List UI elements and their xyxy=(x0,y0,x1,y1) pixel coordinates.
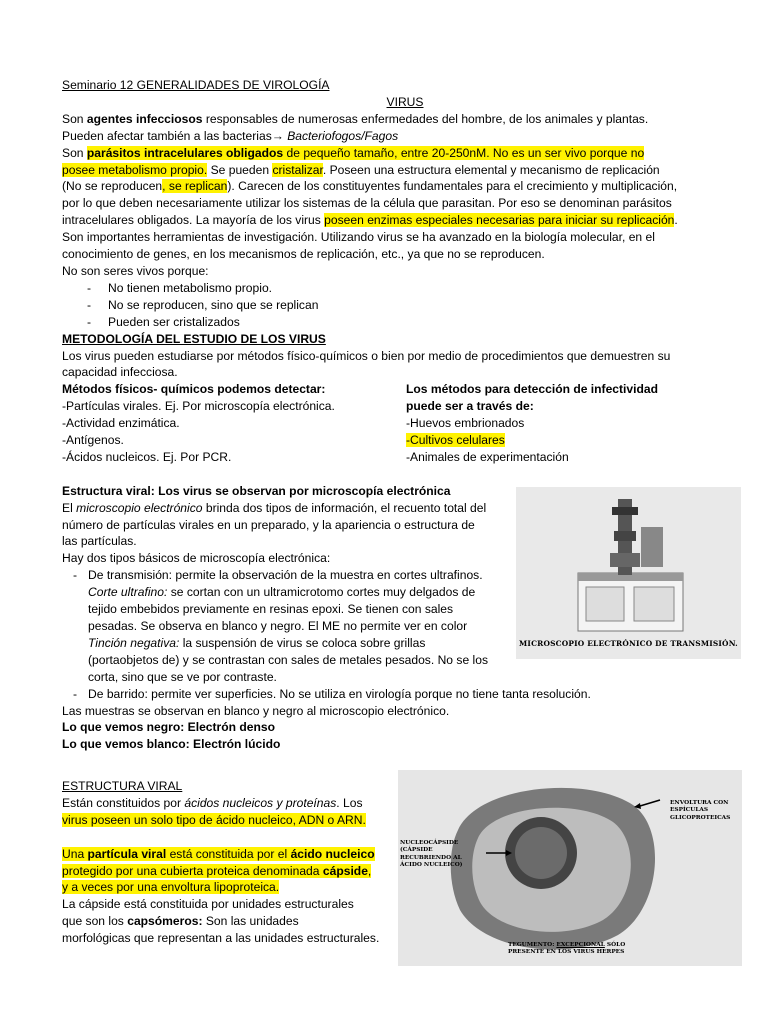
list-item: - Pueden ser cristalizados xyxy=(86,314,240,329)
paragraph-line: El microscopio electrónico brinda dos tipos de información, el recuento total del xyxy=(62,500,487,515)
paragraph-line: Están constituidos por ácidos nucleicos y proteínas. Los xyxy=(62,795,363,810)
paragraph-line: (portaobjetos de) y se contrastan con sales de metales pesados. No se los xyxy=(88,652,488,667)
intro-line: posee metabolismo propio. Se pueden cristalizar. Poseen una estructura elemental y mecanismo de replicación xyxy=(62,162,660,177)
paragraph-line: corta, sino que se ve por contraste. xyxy=(88,669,277,684)
list-item: -Animales de experimentación xyxy=(406,449,569,464)
paragraph-line: y a veces por una envoltura lipoproteica. xyxy=(62,880,280,895)
intro-line: (No se reproducen, se replican). Carecen de los constituyentes fundamentales para el crecimiento y multiplicación, xyxy=(62,179,678,194)
list-item: - De transmisión: permite la observación de la muestra en cortes ultrafinos. xyxy=(72,568,483,583)
methods-right-column xyxy=(406,381,706,466)
paragraph-line: tejido embebidos previamente en resinas epoxi. Se tienen con sales xyxy=(88,602,454,617)
structure-section xyxy=(62,778,392,947)
paragraph-line: La cápside está constituida por unidades estructurales xyxy=(62,897,354,912)
paragraph-line: que son los capsómeros: Son las unidades xyxy=(62,914,299,929)
tegument-label: TEGUMENTO: EXCEPCIONAL SÓLO PRESENTE EN LOS VIRUS HERPES xyxy=(508,942,626,956)
intro-line: Pueden afectar también a las bacterias→ Bacteriofogos/Fagos xyxy=(62,128,399,143)
section-heading-estructura: ESTRUCTURA VIRAL xyxy=(62,779,183,793)
list-item: - De barrido: permite ver superficies. No se utiliza en virología porque no tiene tanta resolución. xyxy=(72,686,591,701)
list-item: -Ácidos nucleicos. Ej. Por PCR. xyxy=(62,449,232,464)
electron-microscope-image xyxy=(516,487,741,659)
intro-line: conocimiento de genes, en los mecanismos de replicación, etc., ya que no se reproducen. xyxy=(62,247,545,262)
document-title: Seminario 12 GENERALIDADES DE VIROLOGÍA xyxy=(62,78,330,92)
section-heading-metodologia: METODOLOGÍA DEL ESTUDIO DE LOS VIRUS xyxy=(62,331,326,346)
paragraph-line: capacidad infecciosa. xyxy=(62,365,178,380)
list-item: -Antígenos. xyxy=(62,433,124,448)
list-item: -Cultivos celulares xyxy=(406,433,505,448)
paragraph-line: Los virus pueden estudiarse por métodos físico-químicos o bien por medio de procedimientos que demuestren su xyxy=(62,348,671,363)
paragraph-line: Lo que vemos blanco: Electrón lúcido xyxy=(62,737,281,752)
methods-left-heading: Métodos físicos- químicos podemos detectar: xyxy=(62,382,326,397)
paragraph-line: las partículas. xyxy=(62,534,137,549)
intro-line: por lo que deben necesariamente utilizar los sistemas de la célula que parasitan. Por eso se denominan parásitos xyxy=(62,196,672,211)
intro-line: Son parásitos intracelulares obligados de pequeño tamaño, entre 20-250nM. No es un ser vivo porque no xyxy=(62,145,645,160)
list-item: -Partículas virales. Ej. Por microscopía electrónica. xyxy=(62,399,335,414)
intro-line: Son agentes infecciosos responsables de numerosas enfermedades del hombre, de los animales y plantas. xyxy=(62,111,649,126)
methods-left-column xyxy=(62,381,406,466)
nucleocapsid-label: NUCLEOCÁPSIDE (CÁPSIDE RECUBRIENDO AL ÁCIDO NUCLEICO) xyxy=(400,840,463,869)
methods-right-heading: puede ser a través de: xyxy=(406,399,534,414)
paragraph-line: pesadas. Se observa en blanco y negro. El ME no permite ver en color xyxy=(88,618,468,633)
paragraph-line: protegido por una cubierta proteica denominada cápside, xyxy=(62,863,372,878)
section-heading-microscopia: Estructura viral: Los virus se observan por microscopía electrónica xyxy=(62,483,451,498)
paragraph-line: número de partículas virales en un preparado, y la apariencia o estructura de xyxy=(62,517,475,532)
list-item: - No tienen metabolismo propio. xyxy=(86,280,273,295)
methods-columns xyxy=(62,381,712,466)
envelope-label: ENVOLTURA CON ESPÍCULAS GLICOPROTEICAS xyxy=(670,800,731,821)
paragraph-line: Una partícula viral está constituida por el ácido nucleico xyxy=(62,846,375,861)
section-title-virus: VIRUS xyxy=(386,94,424,109)
paragraph-line: Hay dos tipos básicos de microscopía electrónica: xyxy=(62,551,331,566)
figure-caption: MICROSCOPIO ELECTRÓNICO DE TRANSMISIÓN. xyxy=(519,639,738,649)
paragraph-line: Lo que vemos negro: Electrón denso xyxy=(62,720,276,735)
electron-microscope-figure xyxy=(516,487,741,659)
paragraph-line: Las muestras se observan en blanco y negro al microscopio electrónico. xyxy=(62,703,450,718)
paragraph-line: Tinción negativa: la suspensión de virus se coloca sobre grillas xyxy=(88,635,426,650)
methods-right-heading: Los métodos para detección de infectividad xyxy=(406,382,659,397)
intro-line: Son importantes herramientas de investigación. Utilizando virus se ha avanzado en la biología molecular, en el xyxy=(62,230,655,245)
list-item: -Actividad enzimática. xyxy=(62,416,180,431)
list-item: -Huevos embrionados xyxy=(406,416,525,431)
list-item: - No se reproducen, sino que se replican xyxy=(86,297,319,312)
intro-line: intracelulares obligados. La mayoría de los virus poseen enzimas especiales necesarias para iniciar su replicación. xyxy=(62,213,678,228)
paragraph-line: virus poseen un solo tipo de ácido nucleico, ADN o ARN. xyxy=(62,812,366,827)
viral-particle-figure xyxy=(398,770,742,966)
paragraph-line: Corte ultrafino: se cortan con un ultramicrotomo cortes muy delgados de xyxy=(88,585,476,600)
intro-line: No son seres vivos porque: xyxy=(62,263,209,278)
paragraph-line: morfológicas que representan a las unidades estructurales. xyxy=(62,931,380,946)
